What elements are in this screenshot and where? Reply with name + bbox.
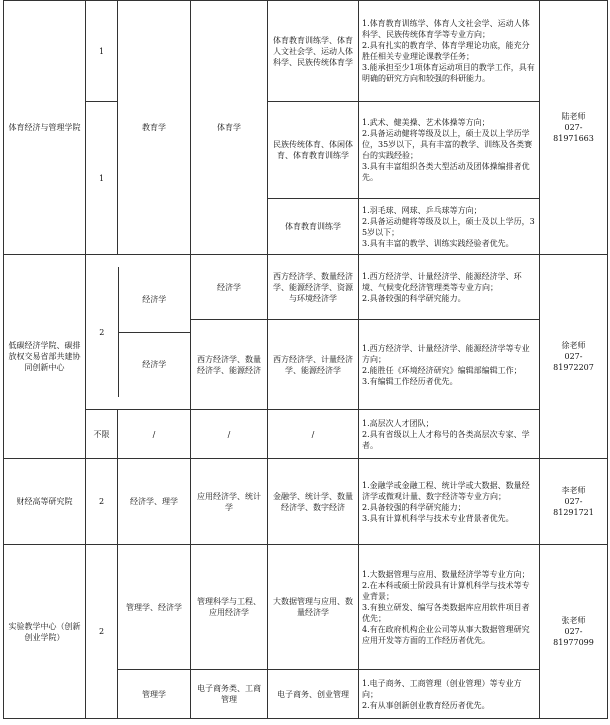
requirements-cell: 1.电子商务、工商管理（创业管理）等专业方向； 2.有从事创新创业教育经历者优先。 [359,670,540,719]
first-level-cell: 应用经济学、统计学 [191,459,268,545]
second-level-cell: 西方经济学、数量经济学、能源经济学、资源与环境经济学 [268,255,359,320]
discipline-cell: / [118,410,191,459]
count-cell: 1 [86,102,118,255]
requirements-cell: 1.武术、健美操、艺术体操等方向； 2.具备运动健将等级及以上，硕士及以上学历学位，35岁以下，具有丰富的教学、训练及各类赛台的实践经验； 3.具有丰富组织各类大型活动及团体操编排者优先。 [359,102,540,199]
first-level-cell: / [191,410,268,459]
table-row [4,545,608,670]
table-row [4,410,608,459]
requirements-cell: 1.西方经济学、计量经济学、能源经济学、环境、气候变化经济管理类等专业方向； 2.具备较强的科学研究能力。 [359,255,540,320]
discipline-cell: 教育学 [118,1,191,255]
contact-cell: 张老师 027- 81977099 [540,545,608,719]
contact-cell: 徐老师 027- 81972207 [540,255,608,459]
department-cell: 体育经济与管理学院 [4,1,86,255]
contact-cell: 陆老师 027- 81971663 [540,1,608,255]
count-cell: 2 [86,459,118,545]
discipline-cell: 管理学、经济学 [118,545,191,670]
second-level-cell: 民族传统体育、体闲体育、体育教育训练学 [268,102,359,199]
second-level-cell: 大数据管理与应用、数量经济学 [268,545,359,670]
count-cell: 1 [86,1,118,102]
second-level-cell: / [268,410,359,459]
department-cell: 财经高等研究院 [4,459,86,545]
second-level-cell: 体育教育训练学、体育人文社会学、运动人体科学、民族传统体育学 [268,1,359,102]
count-cell: 不限 [86,410,118,459]
first-level-cell: 体育学 [191,1,268,255]
recruitment-table [3,0,608,719]
second-level-cell: 体育教育训练学 [268,199,359,255]
table-row [4,255,608,320]
table-row [4,102,608,199]
discipline-cell: 经济学 [118,267,190,332]
discipline-cell: 经济学 [142,360,167,370]
requirements-cell: 1.金融学或金融工程、统计学或大数据、数量经济学或微观计量、数字经济等专业方向； 2.具备较强的科学研究能力； 3.具有计算机科学与技术专业背景者优先。 [359,459,540,545]
count-cell [86,255,191,410]
first-level-cell: 西方经济学、数量经济学、能源经济 [191,320,268,410]
count-cell: 2 [86,267,118,397]
second-level-cell: 西方经济学、计量经济学、能源经济学 [268,320,359,410]
second-level-cell: 电子商务、创业管理 [268,670,359,719]
requirements-cell: 1.羽毛球、网球、乒乓球等方向； 2.具备运动健将等级及以上，硕士及以上学历，35岁以下； 3.具有丰富的教学、训练实践经验者优先。 [359,199,540,255]
count-cell: 2 [86,545,118,719]
first-level-cell: 管理科学与工程、应用经济学 [191,545,268,670]
first-level-cell: 电子商务类、工商管理 [191,670,268,719]
requirements-cell: 1.高层次人才团队； 2.具有省级以上人才称号的各类高层次专家、学者。 [359,410,540,459]
requirements-cell: 1.体育教育训练学、体育人文社会学、运动人体科学、民族传统体育学等专业方向； 2.具有扎实的教育学、体育学理论功底，能充分胜任相关专业理论课教学任务； 3.能承担至少1项体育运动项目的教学工作，具有明确的研究方向和较强的科研能力。 [359,1,540,102]
requirements-cell: 1.大数据管理与应用、数量经济学等专业方向； 2.在本科或硕士阶段具有计算机科学与技术等专业背景； 3.有独立研发、编写各类数据库应用软件项目者优先； 4.有在政府机构企业公司等从事大数据管理研究应用开发等方面的工作经历者优先。 [359,545,540,670]
second-level-cell: 金融学、统计学、数量经济学、数字经济 [268,459,359,545]
table-row [4,459,608,545]
discipline-cell: 管理学 [118,670,191,719]
department-cell: 低碳经济学院、碳排放权交易省部共建协同创新中心 [4,255,86,459]
contact-cell: 李老师 027- 81291721 [540,459,608,545]
table-row [4,1,608,102]
discipline-cell: 经济学、理学 [118,459,191,545]
department-cell: 实验教学中心（创新创业学院） [4,545,86,719]
requirements-cell: 1.西方经济学、计量经济学、能源经济学等专业方向； 2.能胜任《环境经济研究》编辑部编辑工作； 3.有编辑工作经历者优先。 [359,320,540,410]
first-level-cell: 经济学 [191,255,268,320]
